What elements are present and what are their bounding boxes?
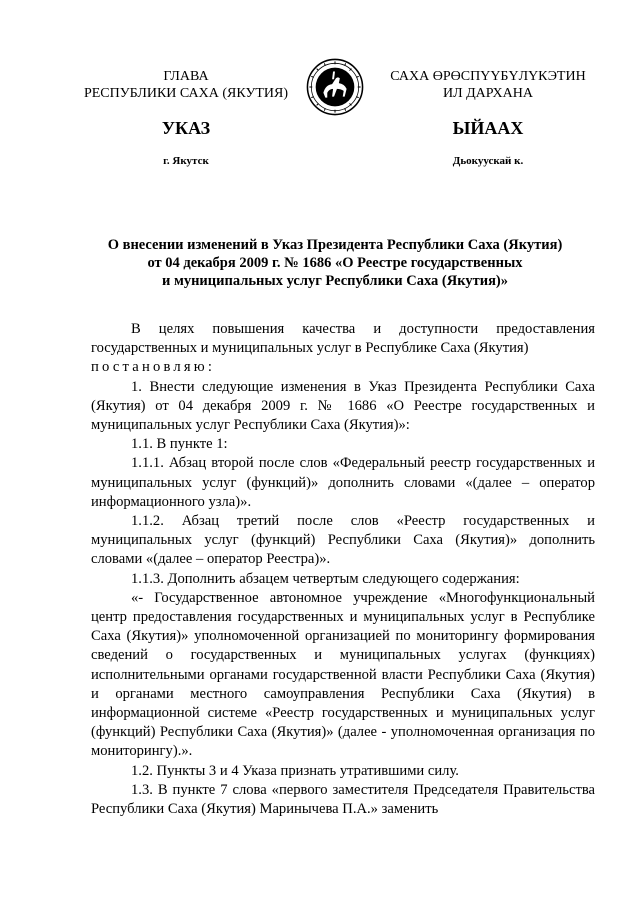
paragraph-1-2: 1.2. Пункты 3 и 4 Указа признать утратившими силу.	[131, 762, 459, 779]
title-line2: от 04 декабря 2009 г. № 1686 «О Реестре государственных	[147, 255, 523, 271]
title-line3: и муниципальных услуг Республики Саха (Якутия)»	[161, 273, 509, 289]
left-title-line1: ГЛАВА	[163, 69, 209, 84]
right-title-line2: ИЛ ДАРХАНА	[442, 86, 533, 101]
coat-of-arms-icon	[306, 58, 364, 116]
document-body	[91, 320, 595, 819]
document-title	[70, 236, 600, 290]
quoted-paragraph: «- Государственное автономное учреждение «Многофункциональный центр предоставления государственных и муниципальных услуг в Республике Саха (Якутия)» уполномоченной организацией по мониторингу формирования сведений о государственных и муниципальных услугах (функциях) исполнительными органами государственной власти Республики Саха (Якутия) и органами местного самоуправления Республики Саха (Якутия) в информационной системе «Реестр государственных и муниципальных услуг (функций) Республики Саха (Якутия)» (далее - уполномоченная организация по мониторингу).».	[91, 589, 595, 760]
paragraph-1-3: 1.3. В пункте 7 слова «первого заместителя Председателя Правительства Республики Саха (Якутия) Маринычева П.А.» заменить	[91, 781, 595, 818]
left-document-kind: УКАЗ	[161, 118, 211, 138]
paragraph-1-1-3: 1.1.3. Дополнить абзацем четвертым следующего содержания:	[131, 570, 520, 587]
paragraph-1-1-2: 1.1.2. Абзац третий после слов «Реестр государственных и муниципальных услуг (функций) Республики Саха (Якутия)» дополнить словами «(далее – оператор Реестра)».	[91, 513, 595, 568]
title-line1: О внесении изменений в Указ Президента Республики Саха (Якутия)	[107, 237, 563, 253]
intro-paragraph: В целях повышения качества и доступности предоставления государственных и муниципальных услуг в Республике Саха (Якутия)	[91, 321, 595, 357]
left-title-line2: РЕСПУБЛИКИ САХА (ЯКУТИЯ)	[83, 86, 289, 101]
paragraph-1-1: 1.1. В пункте 1:	[131, 436, 228, 453]
right-city: Дьокуускай к.	[452, 155, 524, 167]
header-right	[388, 68, 588, 168]
paragraph-1-1-1: 1.1.1. Абзац второй после слов «Федеральный реестр государственных и муниципальных услуг (функций)» дополнить словами «(далее – оператор информационного узла)».	[91, 455, 595, 510]
left-city: г. Якутск	[163, 155, 209, 167]
right-document-kind: ЫЙААХ	[452, 118, 524, 138]
paragraph-1: 1. Внести следующие изменения в Указ Президента Республики Саха (Якутия) от 04 декабря 2009 г. № 1686 «О Реестре государственных и муниципальных услуг Республики Саха (Якутия)»:	[91, 378, 595, 434]
decree-word: постановляю:	[91, 359, 216, 376]
header-left	[80, 68, 292, 168]
right-title-line1: САХА ӨРӨСПҮҮБҮЛҮКЭТИН	[390, 69, 586, 84]
